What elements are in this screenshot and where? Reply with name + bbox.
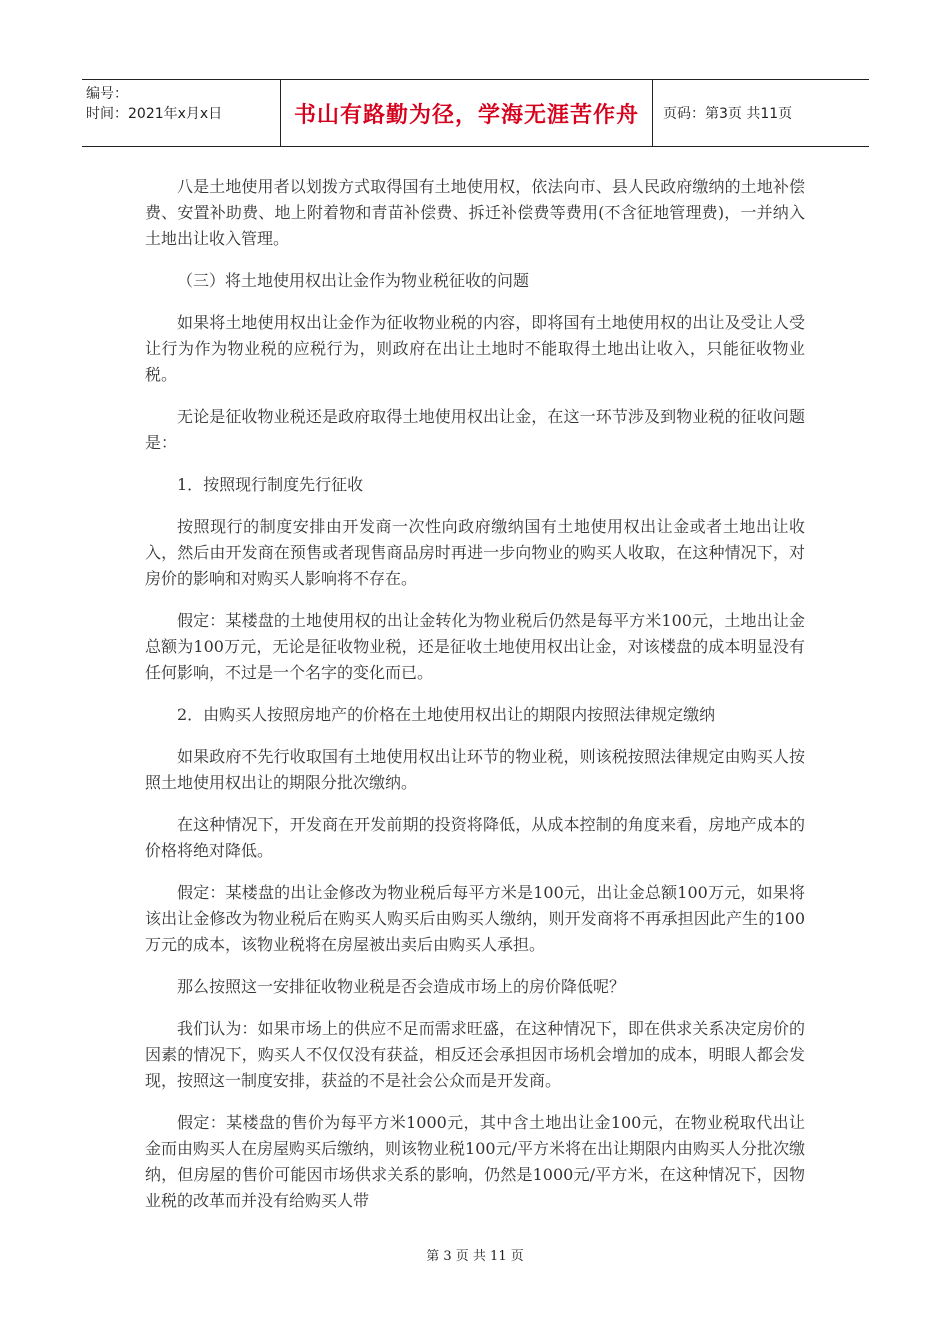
document-body: [145, 174, 805, 1230]
paragraph: 我们认为：如果市场上的供应不足而需求旺盛，在这种情况下，即在供求关系决定房价的因素的情况下，购买人不仅仅没有获益，相反还会承担因市场机会增加的成本，明眼人都会发现，按照这一制度安排，获益的不是社会公众而是开发商。: [145, 1019, 805, 1090]
paragraph: 在这种情况下，开发商在开发前期的投资将降低，从成本控制的角度来看，房地产成本的价格将绝对降低。: [145, 815, 805, 860]
paragraph: 假定：某楼盘的售价为每平方米1000元，其中含土地出让金100元，在物业税取代出让金而由购买人在房屋购买后缴纳，则该物业税100元/平方米将在出让期限内由购买人分批次缴纳，但房屋的售价可能因市场供求关系的影响，仍然是1000元/平方米，在这种情况下，因物业税的改革而并没有给购买人带: [145, 1113, 805, 1210]
page-header: [82, 79, 869, 147]
section-heading: （三）将土地使用权出让金作为物业税征收的问题: [177, 271, 530, 290]
paragraph: 假定：某楼盘的土地使用权的出让金转化为物业税后仍然是每平方米100元，土地出让金总额为100万元，无论是征收物业税，还是征收土地使用权出让金，对该楼盘的成本明显没有任何影响，不过是一个名字的变化而已。: [145, 611, 805, 682]
paragraph: 如果将土地使用权出让金作为征收物业税的内容，即将国有土地使用权的出让及受让人受让行为作为物业税的应税行为，则政府在出让土地时不能取得土地出让收入，只能征收物业税。: [145, 313, 805, 384]
header-motto: 书山有路勤为径，学海无涯苦作舟: [281, 80, 653, 146]
paragraph: 假定：某楼盘的出让金修改为物业税后每平方米是100元，出让金总额100万元，如果将该出让金修改为物业税后在购买人购买后由购买人缴纳，则开发商将不再承担因此产生的100万元的成本，该物业税将在房屋被出卖后由购买人承担。: [145, 883, 805, 954]
header-page-info: 页码：第3页 共11页: [663, 106, 793, 122]
paragraph: 八是土地使用者以划拨方式取得国有土地使用权，依法向市、县人民政府缴纳的土地补偿费、安置补助费、地上附着物和青苗补偿费、拆迁补偿费等费用(不含征地管理费)，一并纳入土地出让收入管理。: [145, 177, 805, 248]
document-time-label: 时间：2021年x月x日: [86, 106, 223, 122]
document-number-label: 编号：: [86, 86, 128, 102]
page-footer: 第 3 页 共 11 页: [426, 1249, 524, 1264]
paragraph: 如果政府不先行收取国有土地使用权出让环节的物业税，则该税按照法律规定由购买人按照土地使用权出让的期限分批次缴纳。: [145, 747, 805, 792]
subsection-heading: 2．由购买人按照房地产的价格在土地使用权出让的期限内按照法律规定缴纳: [177, 705, 716, 724]
header-meta: [82, 80, 281, 146]
paragraph: 那么按照这一安排征收物业税是否会造成市场上的房价降低呢？: [177, 977, 626, 996]
paragraph: 无论是征收物业税还是政府取得土地使用权出让金，在这一环节涉及到物业税的征收问题是：: [145, 407, 805, 452]
subsection-heading: 1．按照现行制度先行征收: [177, 475, 364, 494]
paragraph: 按照现行的制度安排由开发商一次性向政府缴纳国有土地使用权出让金或者土地出让收入，然后由开发商在预售或者现售商品房时再进一步向物业的购买人收取，在这种情况下，对房价的影响和对购买人影响将不存在。: [145, 517, 805, 588]
